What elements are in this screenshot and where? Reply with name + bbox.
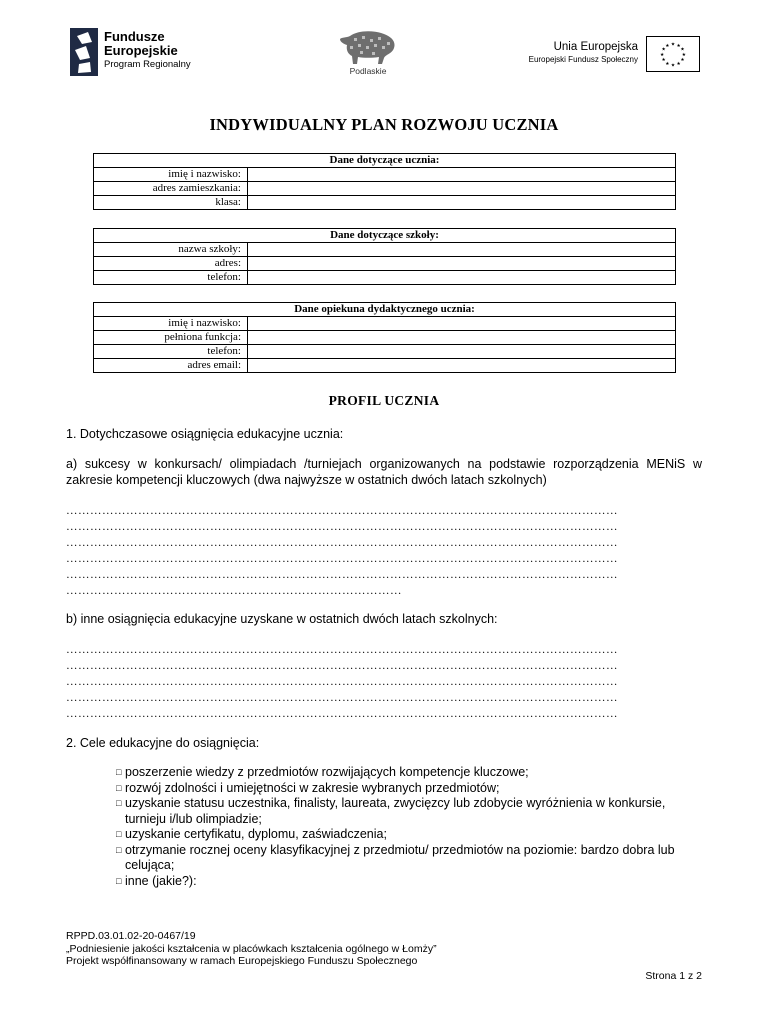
checkbox-icon[interactable]: □ bbox=[116, 875, 122, 886]
checkbox-icon[interactable]: □ bbox=[116, 844, 122, 855]
unia-europejska-text bbox=[518, 40, 638, 66]
table-row bbox=[94, 359, 676, 373]
ue-line2: Europejski Fundusz Społeczny bbox=[528, 55, 638, 64]
svg-text:★: ★ bbox=[660, 52, 665, 58]
footer bbox=[66, 930, 437, 968]
bison-icon bbox=[330, 30, 406, 66]
answer-line[interactable]: ………………………………………………………………………………………………………………………… bbox=[66, 521, 618, 533]
svg-text:★: ★ bbox=[676, 43, 681, 49]
goal-text: inne (jakie?): bbox=[125, 873, 197, 888]
section1b-text: b) inne osiągnięcia edukacyjne uzyskane w ostatnich dwóch latach szkolnych: bbox=[66, 612, 498, 626]
svg-text:★: ★ bbox=[665, 43, 670, 49]
svg-text:★: ★ bbox=[681, 52, 686, 58]
svg-text:★: ★ bbox=[665, 61, 670, 67]
list-item bbox=[116, 781, 706, 797]
table-row bbox=[94, 271, 676, 285]
student-class-field[interactable] bbox=[248, 196, 676, 210]
eu-flag-icon bbox=[646, 36, 700, 72]
field-label: nazwa szkoły: bbox=[94, 243, 248, 257]
student-data-table bbox=[93, 153, 676, 210]
field-label: adres email: bbox=[94, 359, 248, 373]
podlaskie-logo bbox=[330, 30, 406, 78]
answer-line[interactable]: ………………………………………………………………………………………………………………………… bbox=[66, 692, 618, 704]
table-row bbox=[94, 196, 676, 210]
footer-funding-note: Projekt współfinansowany w ramach Europejskiego Funduszu Społecznego bbox=[66, 955, 418, 967]
table-row bbox=[94, 257, 676, 271]
fe-line1: Fundusze bbox=[104, 29, 165, 44]
table-row bbox=[94, 345, 676, 359]
svg-text:★: ★ bbox=[680, 58, 685, 64]
student-table-heading: Dane dotyczące ucznia: bbox=[94, 154, 676, 168]
field-label: klasa: bbox=[94, 196, 248, 210]
fe-line3: Program Regionalny bbox=[104, 59, 191, 70]
svg-text:★: ★ bbox=[670, 63, 676, 69]
list-item bbox=[116, 765, 706, 781]
footer-project-code: RPPD.03.01.02-20-0467/19 bbox=[66, 930, 196, 942]
answer-line[interactable]: ………………………………………………………………………………………………………………………… bbox=[66, 569, 618, 581]
table-row bbox=[94, 182, 676, 196]
tutor-function-field[interactable] bbox=[248, 331, 676, 345]
goal-text: poszerzenie wiedzy z przedmiotów rozwijających kompetencje kluczowe; bbox=[125, 765, 529, 779]
section1-heading: 1. Dotychczasowe osiągnięcia edukacyjne ucznia: bbox=[66, 427, 344, 441]
tutor-email-field[interactable] bbox=[248, 359, 676, 373]
answer-line[interactable]: ………………………………………………………………………………………………………………………… bbox=[66, 537, 618, 549]
goal-text: otrzymanie rocznej oceny klasyfikacyjnej z przedmiotu/ przedmiotów na poziomie: bardzo dobra lub celująca; bbox=[125, 842, 675, 872]
ue-line1: Unia Europejska bbox=[553, 41, 638, 53]
answer-line[interactable]: ………………………………………………………………………… bbox=[66, 585, 402, 597]
fundusze-europejskie-icon bbox=[70, 28, 98, 76]
answer-line[interactable]: ………………………………………………………………………………………………………………………… bbox=[66, 676, 618, 688]
goal-text: uzyskanie certyfikatu, dyplomu, zaświadczenia; bbox=[125, 827, 387, 841]
answer-line[interactable]: ………………………………………………………………………………………………………………………… bbox=[66, 553, 618, 565]
podlaskie-label: Podlaskie bbox=[349, 66, 387, 76]
school-table-heading: Dane dotyczące szkoły: bbox=[94, 229, 676, 243]
goal-text: uzyskanie statusu uczestnika, finalisty, laureata, zwycięzcy lub zdobycie wyróżnienia w konkursie, turnieju i/lub olimpiadzie; bbox=[125, 796, 666, 826]
list-item bbox=[116, 874, 706, 890]
answer-line[interactable]: ………………………………………………………………………………………………………………………… bbox=[66, 660, 618, 672]
school-data-table bbox=[93, 228, 676, 285]
table-row bbox=[94, 317, 676, 331]
checkbox-icon[interactable]: □ bbox=[116, 829, 122, 839]
svg-text:★: ★ bbox=[676, 61, 681, 67]
answer-line[interactable]: ………………………………………………………………………………………………………………………… bbox=[66, 644, 618, 656]
section1a-text: a) sukcesy w konkursach/ olimpiadach /turniejach organizowanych na podstawie rozporządzenia MENiS w zakresie kompetencji kluczowych (dwa najwyższe w ostatnich dwóch latach szkolnych) bbox=[66, 457, 702, 487]
checkbox-icon[interactable]: □ bbox=[116, 798, 122, 808]
svg-text:★: ★ bbox=[680, 47, 685, 53]
school-address-field[interactable] bbox=[248, 257, 676, 271]
field-label: telefon: bbox=[94, 271, 248, 285]
field-label: imię i nazwisko: bbox=[94, 168, 248, 182]
field-label: adres: bbox=[94, 257, 248, 271]
field-label: imię i nazwisko: bbox=[94, 317, 248, 331]
field-label: adres zamieszkania: bbox=[94, 182, 248, 196]
list-item bbox=[116, 796, 706, 827]
school-phone-field[interactable] bbox=[248, 271, 676, 285]
checkbox-icon[interactable]: □ bbox=[116, 782, 122, 793]
tutor-data-table bbox=[93, 302, 676, 373]
student-address-field[interactable] bbox=[248, 182, 676, 196]
checkbox-icon[interactable]: □ bbox=[116, 767, 122, 777]
list-item bbox=[116, 827, 706, 843]
svg-text:★: ★ bbox=[670, 42, 676, 48]
profil-heading: PROFIL UCZNIA bbox=[328, 393, 440, 408]
table-row bbox=[94, 168, 676, 182]
svg-text:★: ★ bbox=[661, 58, 666, 64]
answer-line[interactable]: ………………………………………………………………………………………………………………………… bbox=[66, 505, 618, 517]
page-title: INDYWIDUALNY PLAN ROZWOJU UCZNIA bbox=[209, 115, 559, 134]
list-item bbox=[116, 843, 706, 874]
answer-line[interactable]: ………………………………………………………………………………………………………………………… bbox=[66, 708, 618, 720]
fundusze-europejskie-logo bbox=[70, 28, 210, 80]
field-label: pełniona funkcja: bbox=[94, 331, 248, 345]
school-name-field[interactable] bbox=[248, 243, 676, 257]
student-name-field[interactable] bbox=[248, 168, 676, 182]
fe-line2: Europejskie bbox=[104, 43, 178, 58]
table-row bbox=[94, 243, 676, 257]
svg-text:★: ★ bbox=[661, 47, 666, 53]
table-row bbox=[94, 331, 676, 345]
goals-list bbox=[116, 765, 706, 889]
goal-text: rozwój zdolności i umiejętności w zakresie wybranych przedmiotów; bbox=[125, 780, 500, 795]
field-label: telefon: bbox=[94, 345, 248, 359]
page-number: Strona 1 z 2 bbox=[645, 970, 702, 982]
footer-project-title: „Podniesienie jakości kształcenia w placówkach kształcenia ogólnego w Łomży” bbox=[66, 942, 437, 955]
tutor-name-field[interactable] bbox=[248, 317, 676, 331]
tutor-phone-field[interactable] bbox=[248, 345, 676, 359]
section2-heading: 2. Cele edukacyjne do osiągnięcia: bbox=[66, 736, 260, 750]
tutor-table-heading: Dane opiekuna dydaktycznego ucznia: bbox=[94, 303, 676, 317]
fundusze-europejskie-text bbox=[104, 30, 191, 71]
